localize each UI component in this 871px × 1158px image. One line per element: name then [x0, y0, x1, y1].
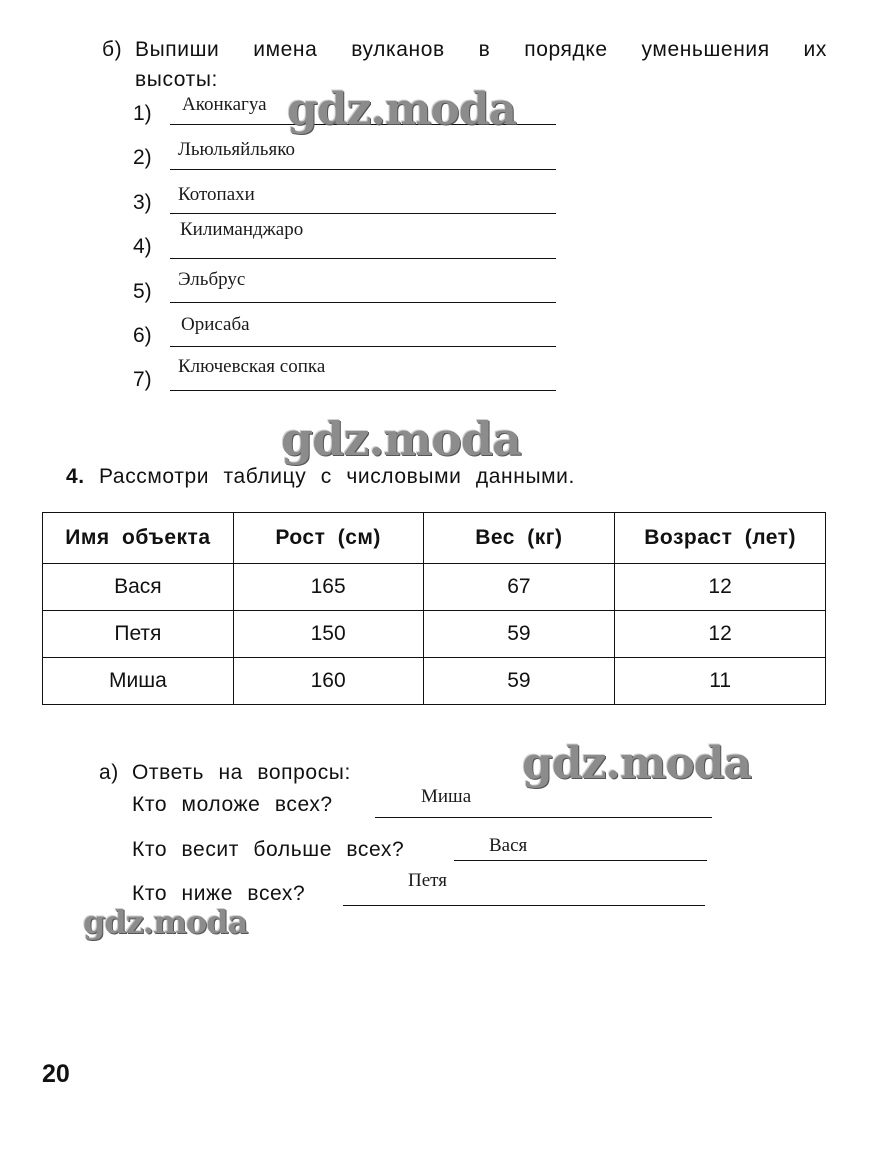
cell-height: 165 — [233, 564, 423, 611]
data-table — [42, 512, 826, 705]
question-text: Кто ниже всех? — [132, 882, 306, 905]
answer-text: Килиманджаро — [180, 219, 304, 240]
cell-weight: 59 — [423, 658, 615, 705]
answer-line — [170, 169, 556, 170]
question-text: Кто моложе всех? — [132, 793, 333, 816]
watermark: gdz.moda — [281, 412, 521, 466]
watermark: gdz.moda — [287, 84, 517, 135]
cell-age: 11 — [615, 658, 826, 705]
task-b-label: б) — [102, 38, 123, 61]
table-row — [43, 611, 826, 658]
answer-text: Котопахи — [178, 184, 255, 205]
cell-height: 160 — [233, 658, 423, 705]
question-text: Кто весит больше всех? — [132, 838, 405, 861]
question-answer: Петя — [408, 870, 447, 891]
answer-number: 1) — [133, 102, 152, 125]
cell-age: 12 — [615, 611, 826, 658]
answer-text: Орисаба — [181, 314, 250, 335]
cell-name: Вася — [43, 564, 234, 611]
cell-age: 12 — [615, 564, 826, 611]
watermark: gdz.moda — [83, 903, 248, 941]
answer-line — [170, 258, 556, 259]
cell-height: 150 — [233, 611, 423, 658]
header-weight: Вес (кг) — [423, 513, 615, 564]
task-b-text-line2: высоты: — [135, 68, 218, 91]
watermark: gdz.moda — [522, 738, 752, 789]
answer-number: 4) — [133, 235, 152, 258]
header-age: Возраст (лет) — [615, 513, 826, 564]
answer-line — [375, 817, 712, 818]
header-name: Имя объекта — [43, 513, 234, 564]
answer-number: 5) — [133, 280, 152, 303]
table-header-row — [43, 513, 826, 564]
cell-weight: 67 — [423, 564, 615, 611]
task-b-text-line1: Выпиши имена вулканов в порядке уменьшения их — [135, 38, 827, 61]
answer-line — [454, 860, 707, 861]
answer-line — [343, 905, 705, 906]
answer-text: Ключевская сопка — [178, 356, 326, 377]
cell-weight: 59 — [423, 611, 615, 658]
answer-number: 2) — [133, 146, 152, 169]
question-answer: Миша — [421, 786, 472, 807]
answer-text: Льюльяйльяко — [178, 139, 295, 160]
answer-line — [170, 346, 556, 347]
answer-line — [170, 213, 556, 214]
header-height: Рост (см) — [233, 513, 423, 564]
table-row — [43, 564, 826, 611]
answer-number: 3) — [133, 191, 152, 214]
task-4-text: Рассмотри таблицу с числовыми данными. — [99, 465, 575, 488]
answer-number: 6) — [133, 324, 152, 347]
answer-text: Аконкагуа — [182, 94, 267, 115]
answer-line — [170, 302, 556, 303]
answer-text: Эльбрус — [178, 269, 246, 290]
question-answer: Вася — [489, 835, 528, 856]
task-4-number: 4. — [66, 465, 85, 488]
answer-number: 7) — [133, 368, 152, 391]
cell-name: Миша — [43, 658, 234, 705]
task-a-text: Ответь на вопросы: — [132, 761, 351, 784]
page-number: 20 — [42, 1060, 70, 1088]
cell-name: Петя — [43, 611, 234, 658]
table-row — [43, 658, 826, 705]
task-a-label: а) — [99, 761, 119, 784]
answer-line — [170, 390, 556, 391]
